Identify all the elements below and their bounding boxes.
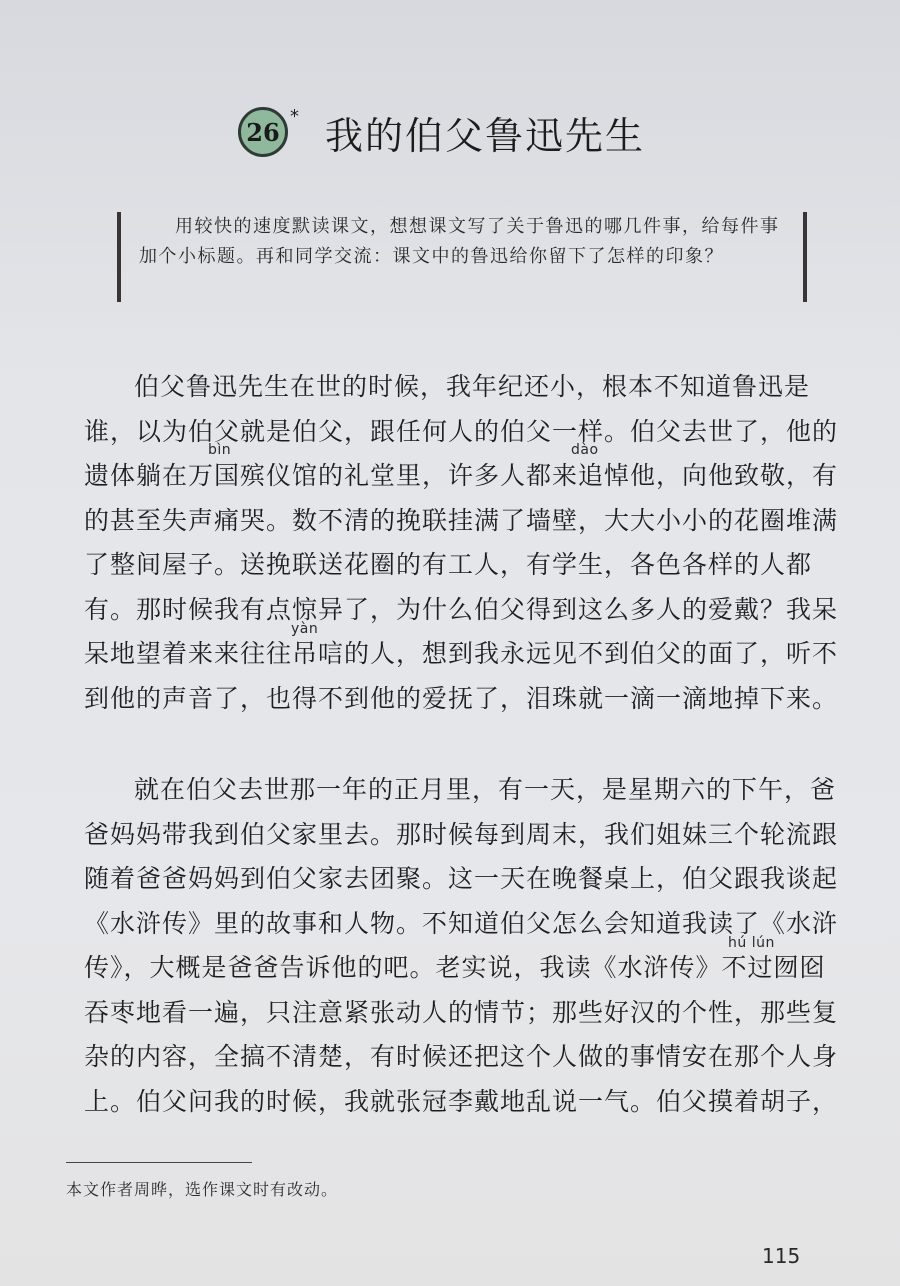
paragraph-1-line: 了整间屋子。送挽联送花圈的有工人，有学生，各色各样的人都 (84, 550, 813, 579)
footnote: 本文作者周晔，选作课文时有改动。 (66, 1180, 339, 1199)
optional-reading-marker: * (290, 106, 299, 127)
pinyin-bin: bìn (208, 442, 232, 458)
lesson-number: 26 (246, 117, 280, 147)
paragraph-1-line: 有。那时候我有点惊异了，为什么伯父得到这么多人的爱戴？我呆 (84, 594, 839, 624)
paragraph-2-line: 上。伯父问我的时候，我就张冠李戴地乱说一气。伯父摸着胡子， (84, 1086, 839, 1116)
paragraph-1-line: 的甚至失声痛哭。数不清的挽联挂满了墙壁，大大小小的花圈堆满 (84, 505, 839, 535)
paragraph-1 (84, 365, 839, 721)
reading-prompt-text: 用较快的速度默读课文，想想课文写了关于鲁迅的哪几件事，给每件事加个小标题。再和同学交流：课文中的鲁迅给你留下了怎样的印象？ (139, 216, 780, 267)
prompt-right-bar (803, 212, 807, 302)
paragraph-2-line: 《水浒传》里的故事和人物。不知道伯父怎么会知道我读了《水浒 (84, 908, 839, 938)
paragraph-1-line: 遗体躺在万国殡仪馆的礼堂里，许多人都来追悼他，向他致敬，有 (84, 461, 839, 490)
paragraph-2-line: 杂的内容，全搞不清楚，有时候还把这个人做的事情安在那个人身 (84, 1042, 839, 1071)
lesson-number-badge (238, 107, 288, 157)
paragraph-2-line: 就在伯父去世那一年的正月里，有一天，是星期六的下午，爸 (134, 775, 837, 804)
lesson-header (238, 104, 645, 160)
prompt-left-bar (117, 212, 121, 302)
paragraph-2 (84, 768, 839, 1124)
paragraph-2-line: 传》，大概是爸爸告诉他的吧。老实说，我读《水浒传》不过囫囵 (84, 953, 826, 982)
page-number: 115 (762, 1244, 801, 1268)
paragraph-2-line: 吞枣地看一遍，只注意紧张动人的情节；那些好汉的个性，那些复 (84, 997, 839, 1027)
paragraph-2-line: 随着爸爸妈妈到伯父家去团聚。这一天在晚餐桌上，伯父跟我谈起 (84, 864, 839, 893)
paragraph-2-line: 爸妈妈带我到伯父家里去。那时候每到周末，我们姐妹三个轮流跟 (84, 819, 839, 849)
paragraph-1-line: 呆地望着来来往往吊唁的人，想到我永远见不到伯父的面了，听不 (84, 639, 839, 668)
pinyin-hulun: hú lún (728, 935, 775, 951)
paragraph-1-line: 伯父鲁迅先生在世的时候，我年纪还小，根本不知道鲁迅是 (134, 372, 811, 401)
paragraph-1-line: 谁，以为伯父就是伯父，跟任何人的伯父一样。伯父去世了，他的 (84, 416, 839, 446)
reading-prompt-box (117, 212, 807, 304)
paragraph-1-line: 到他的声音了，也得不到他的爱抚了，泪珠就一滴一滴地掉下来。 (84, 683, 839, 713)
lesson-title: 我的伯父鲁迅先生 (325, 113, 646, 158)
pinyin-yan: yàn (291, 621, 319, 637)
pinyin-dao: dào (571, 442, 599, 458)
footnote-divider (66, 1162, 252, 1163)
